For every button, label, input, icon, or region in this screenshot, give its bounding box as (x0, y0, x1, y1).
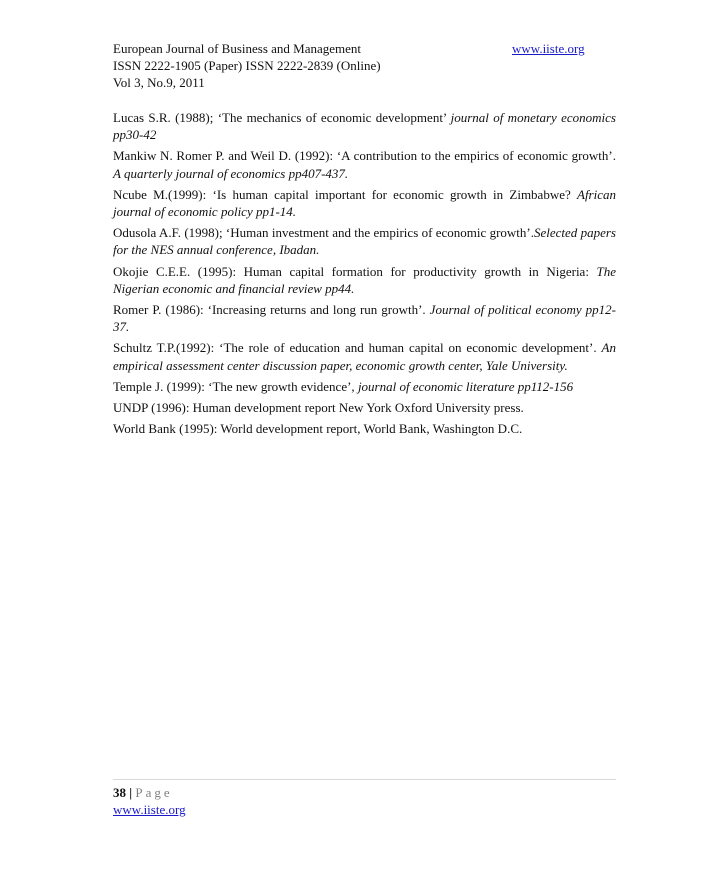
footer-website-link[interactable]: www.iiste.org (113, 802, 186, 817)
reference-text: Temple J. (1999): ‘The new growth evidence’, (113, 378, 358, 394)
reference-item (113, 399, 616, 416)
page-footer (113, 784, 186, 818)
reference-item (113, 147, 616, 181)
reference-item (113, 224, 616, 258)
reference-text: Romer P. (1986): ‘Increasing returns and long run growth’. (113, 302, 430, 318)
reference-item (113, 339, 616, 373)
reference-list (113, 109, 616, 441)
reference-source: A quarterly journal of economics pp407-437. (113, 165, 349, 181)
page-number-line (113, 784, 186, 801)
reference-item (113, 109, 616, 143)
reference-item (113, 378, 616, 395)
reference-text: Odusola A.F. (1998); ‘Human investment and the empirics of economic growth’. (113, 225, 534, 241)
header-issn: ISSN 2222-1905 (Paper) ISSN 2222-2839 (Online) (113, 58, 381, 73)
reference-source: journal of monetary economics pp30-42 (113, 110, 616, 143)
footer-divider (113, 779, 616, 780)
reference-source: African journal of economic policy pp1-14. (113, 186, 616, 220)
reference-text: Schultz T.P.(1992): ‘The role of education and human capital on economic development’. (113, 340, 602, 356)
reference-item (113, 420, 616, 437)
header-website-link[interactable]: www.iiste.org (512, 41, 585, 56)
page-separator: | (129, 785, 133, 800)
reference-item (113, 186, 616, 220)
header-volume: Vol 3, No.9, 2011 (113, 75, 205, 90)
reference-item (113, 263, 616, 297)
page-number: 38 (113, 785, 126, 800)
reference-source: The Nigerian economic and financial review pp44. (113, 263, 616, 296)
reference-source: journal of economic literature pp112-156 (357, 378, 574, 394)
reference-source: An empirical assessment center discussion paper, economic growth center, Yale University. (113, 340, 616, 373)
reference-text: Ncube M.(1999): ‘Is human capital important for economic growth in Zimbabwe? (113, 186, 577, 202)
reference-source: Selected papers for the NES annual conference, Ibadan. (113, 225, 616, 258)
reference-text: UNDP (1996): Human development report New York Oxford University press. (113, 400, 524, 416)
running-header (113, 40, 616, 91)
reference-text: World Bank (1995): World development report, World Bank, Washington D.C. (113, 421, 523, 437)
reference-text: Mankiw N. Romer P. and Weil D. (1992): ‘A contribution to the empirics of economic growth’. (113, 148, 616, 164)
header-row-journal (113, 40, 616, 57)
reference-item (113, 301, 616, 335)
reference-text: Okojie C.E.E. (1995): Human capital formation for productivity growth in Nigeria: (113, 263, 597, 279)
page-label: Page (135, 785, 173, 800)
reference-source: Journal of political economy pp12-37. (113, 302, 616, 335)
reference-text: Lucas S.R. (1988); ‘The mechanics of economic development’ (113, 110, 451, 125)
journal-title: European Journal of Business and Management (113, 41, 362, 56)
